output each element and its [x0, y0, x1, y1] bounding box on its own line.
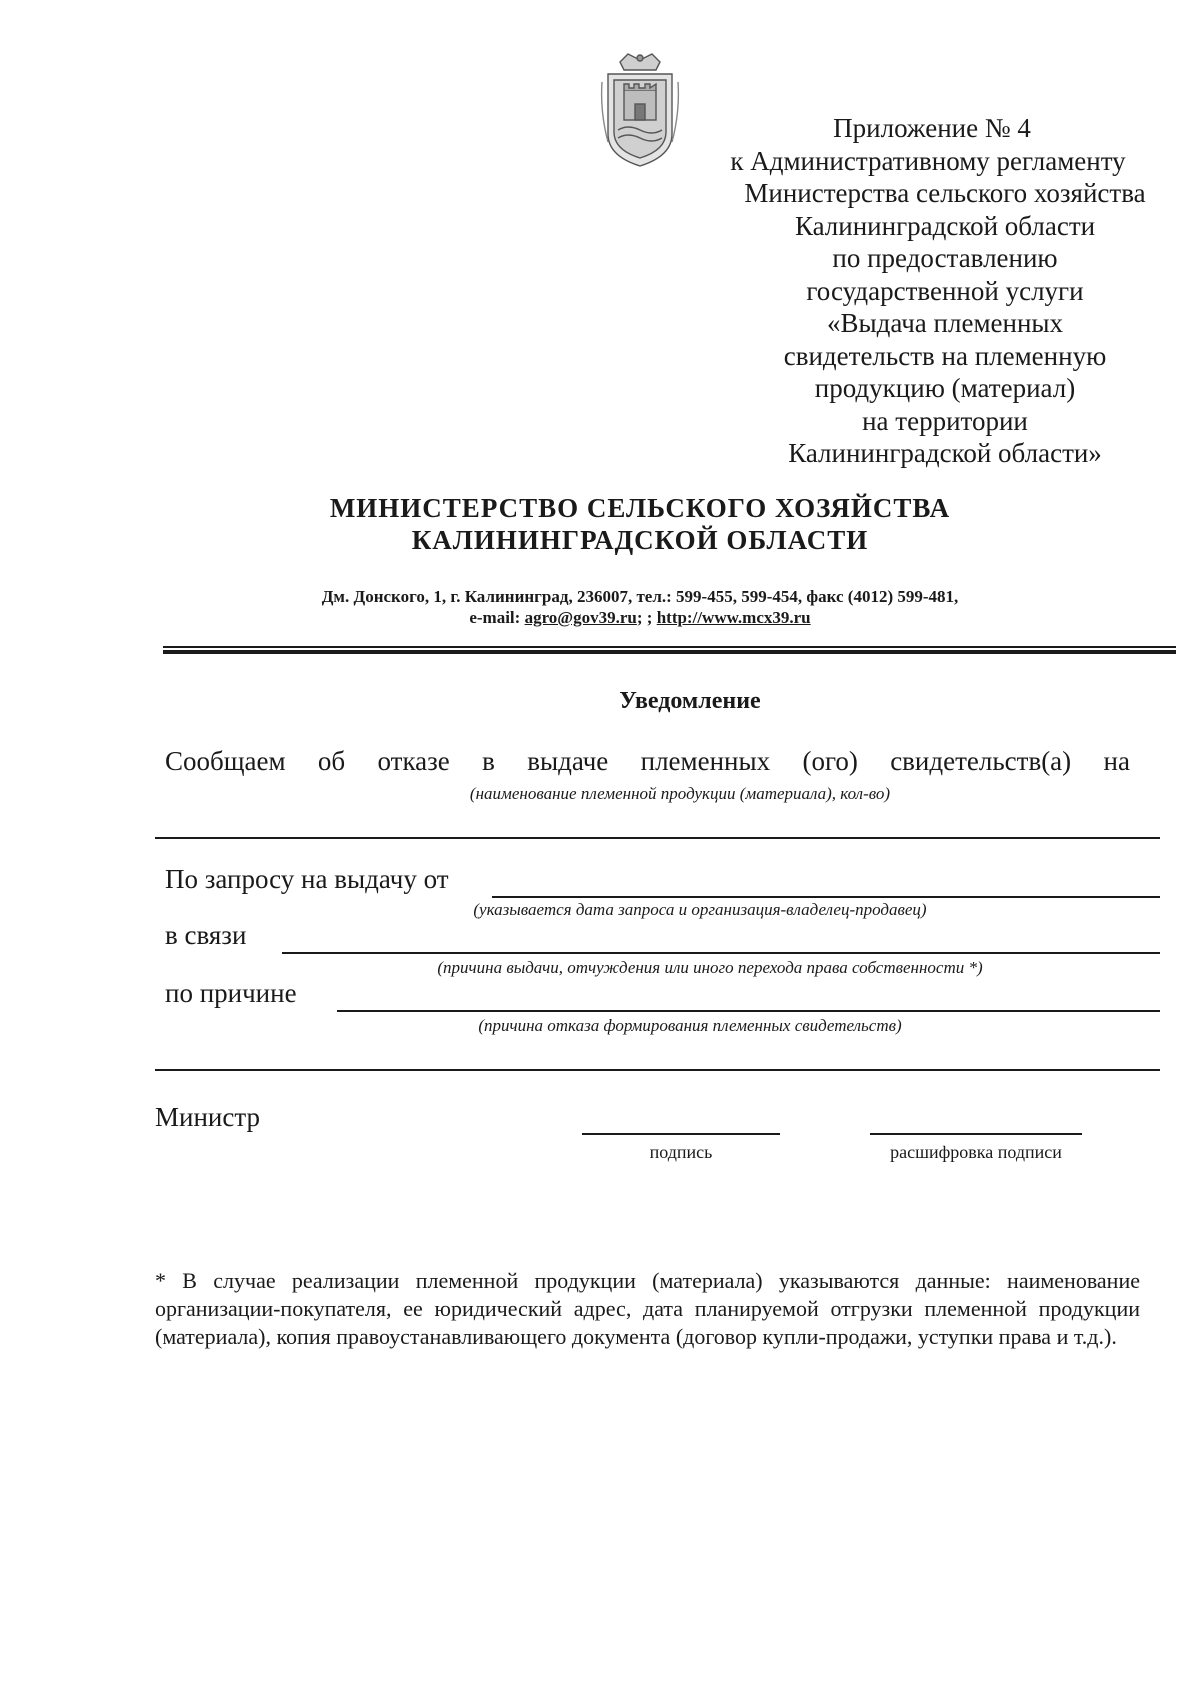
statement-fill-line[interactable] [155, 837, 1160, 839]
ministry-heading-line1: МИНИСТЕРСТВО СЕЛЬСКОГО ХОЗЯЙСТВА [329, 493, 951, 523]
statement-word: об [317, 746, 346, 776]
statement-word: (ого) [802, 746, 858, 776]
email-link[interactable]: agro@gov39.ru [524, 608, 637, 627]
appendix-line: на территории [862, 405, 1028, 436]
statement-word: племенных [640, 746, 771, 776]
signature-line[interactable] [582, 1133, 780, 1135]
header-rule-thick [163, 650, 1176, 654]
request-hint: (указывается дата запроса и организация-владелец-продавец) [473, 900, 927, 919]
statement-word: в [482, 746, 495, 776]
appendix-block [700, 112, 1190, 470]
address-line: Дм. Донского, 1, г. Калининград, 236007, тел.: 599-455, 599-454, факс (4012) 599-481, [321, 587, 959, 606]
appendix-line: «Выдача племенных [826, 308, 1064, 338]
appendix-line: свидетельств на племенную [783, 340, 1107, 371]
statement-hint: (наименование племенной продукции (материала), кол-во) [469, 784, 891, 803]
contacts-separator: ; ; [636, 608, 657, 627]
statement-word: выдаче [527, 746, 609, 776]
statement-word: на [1103, 746, 1130, 776]
reason-hint: (причина отказа формирования племенных свидетельств) [478, 1016, 902, 1035]
statement-line [165, 746, 1130, 777]
email-prefix: e-mail: [469, 608, 525, 627]
connection-label: в связи [165, 920, 247, 950]
appendix-line: Приложение № 4 [833, 113, 1031, 143]
coat-of-arms-emblem [598, 52, 682, 170]
connection-fill-line[interactable] [282, 952, 1160, 954]
appendix-line: Калининградской области [794, 210, 1096, 241]
request-fill-line[interactable] [492, 896, 1160, 898]
signature-caption: подпись [649, 1142, 713, 1162]
appendix-line: продукцию (материал) [814, 373, 1076, 403]
footnote: * В случае реализации племенной продукции (материала) указываются данные: наименование организации-покупателя, ее юридический адрес, дата планируемой отгрузки племенной продукции (материала), копия правоустанавливающего документа (договор купли-продажи, уступки права и т.д.). [155, 1268, 1140, 1349]
statement-word: свидетельств(а) [890, 746, 1072, 776]
request-label: По запросу на выдачу от [165, 864, 449, 894]
signature-decode-caption: расшифровка подписи [890, 1142, 1062, 1162]
email-web-line [220, 607, 1060, 628]
ministry-heading [240, 492, 1040, 556]
header-rule-thin [163, 646, 1176, 648]
signer-role: Министр [155, 1102, 260, 1132]
notice-title: Уведомление [619, 688, 761, 714]
appendix-line: к Административному регламенту [730, 145, 1126, 176]
appendix-line: государственной услуги [806, 275, 1084, 306]
signature-decode-line[interactable] [870, 1133, 1082, 1135]
connection-hint: (причина выдачи, отчуждения или иного перехода права собственности *) [437, 958, 983, 977]
reason-fill-line-2[interactable] [155, 1069, 1160, 1071]
appendix-line: по предоставлению [832, 243, 1058, 273]
appendix-line: Министерства сельского хозяйства [744, 178, 1146, 208]
reason-fill-line[interactable] [337, 1010, 1160, 1012]
appendix-line: Калининградской области» [788, 438, 1102, 468]
contact-info [220, 586, 1060, 628]
statement-word: Сообщаем [165, 746, 286, 776]
ministry-heading-line2: КАЛИНИНГРАДСКОЙ ОБЛАСТИ [411, 525, 869, 555]
reason-label: по причине [165, 978, 297, 1008]
statement-word: отказе [377, 746, 450, 776]
website-link[interactable]: http://www.mcx39.ru [656, 608, 811, 627]
